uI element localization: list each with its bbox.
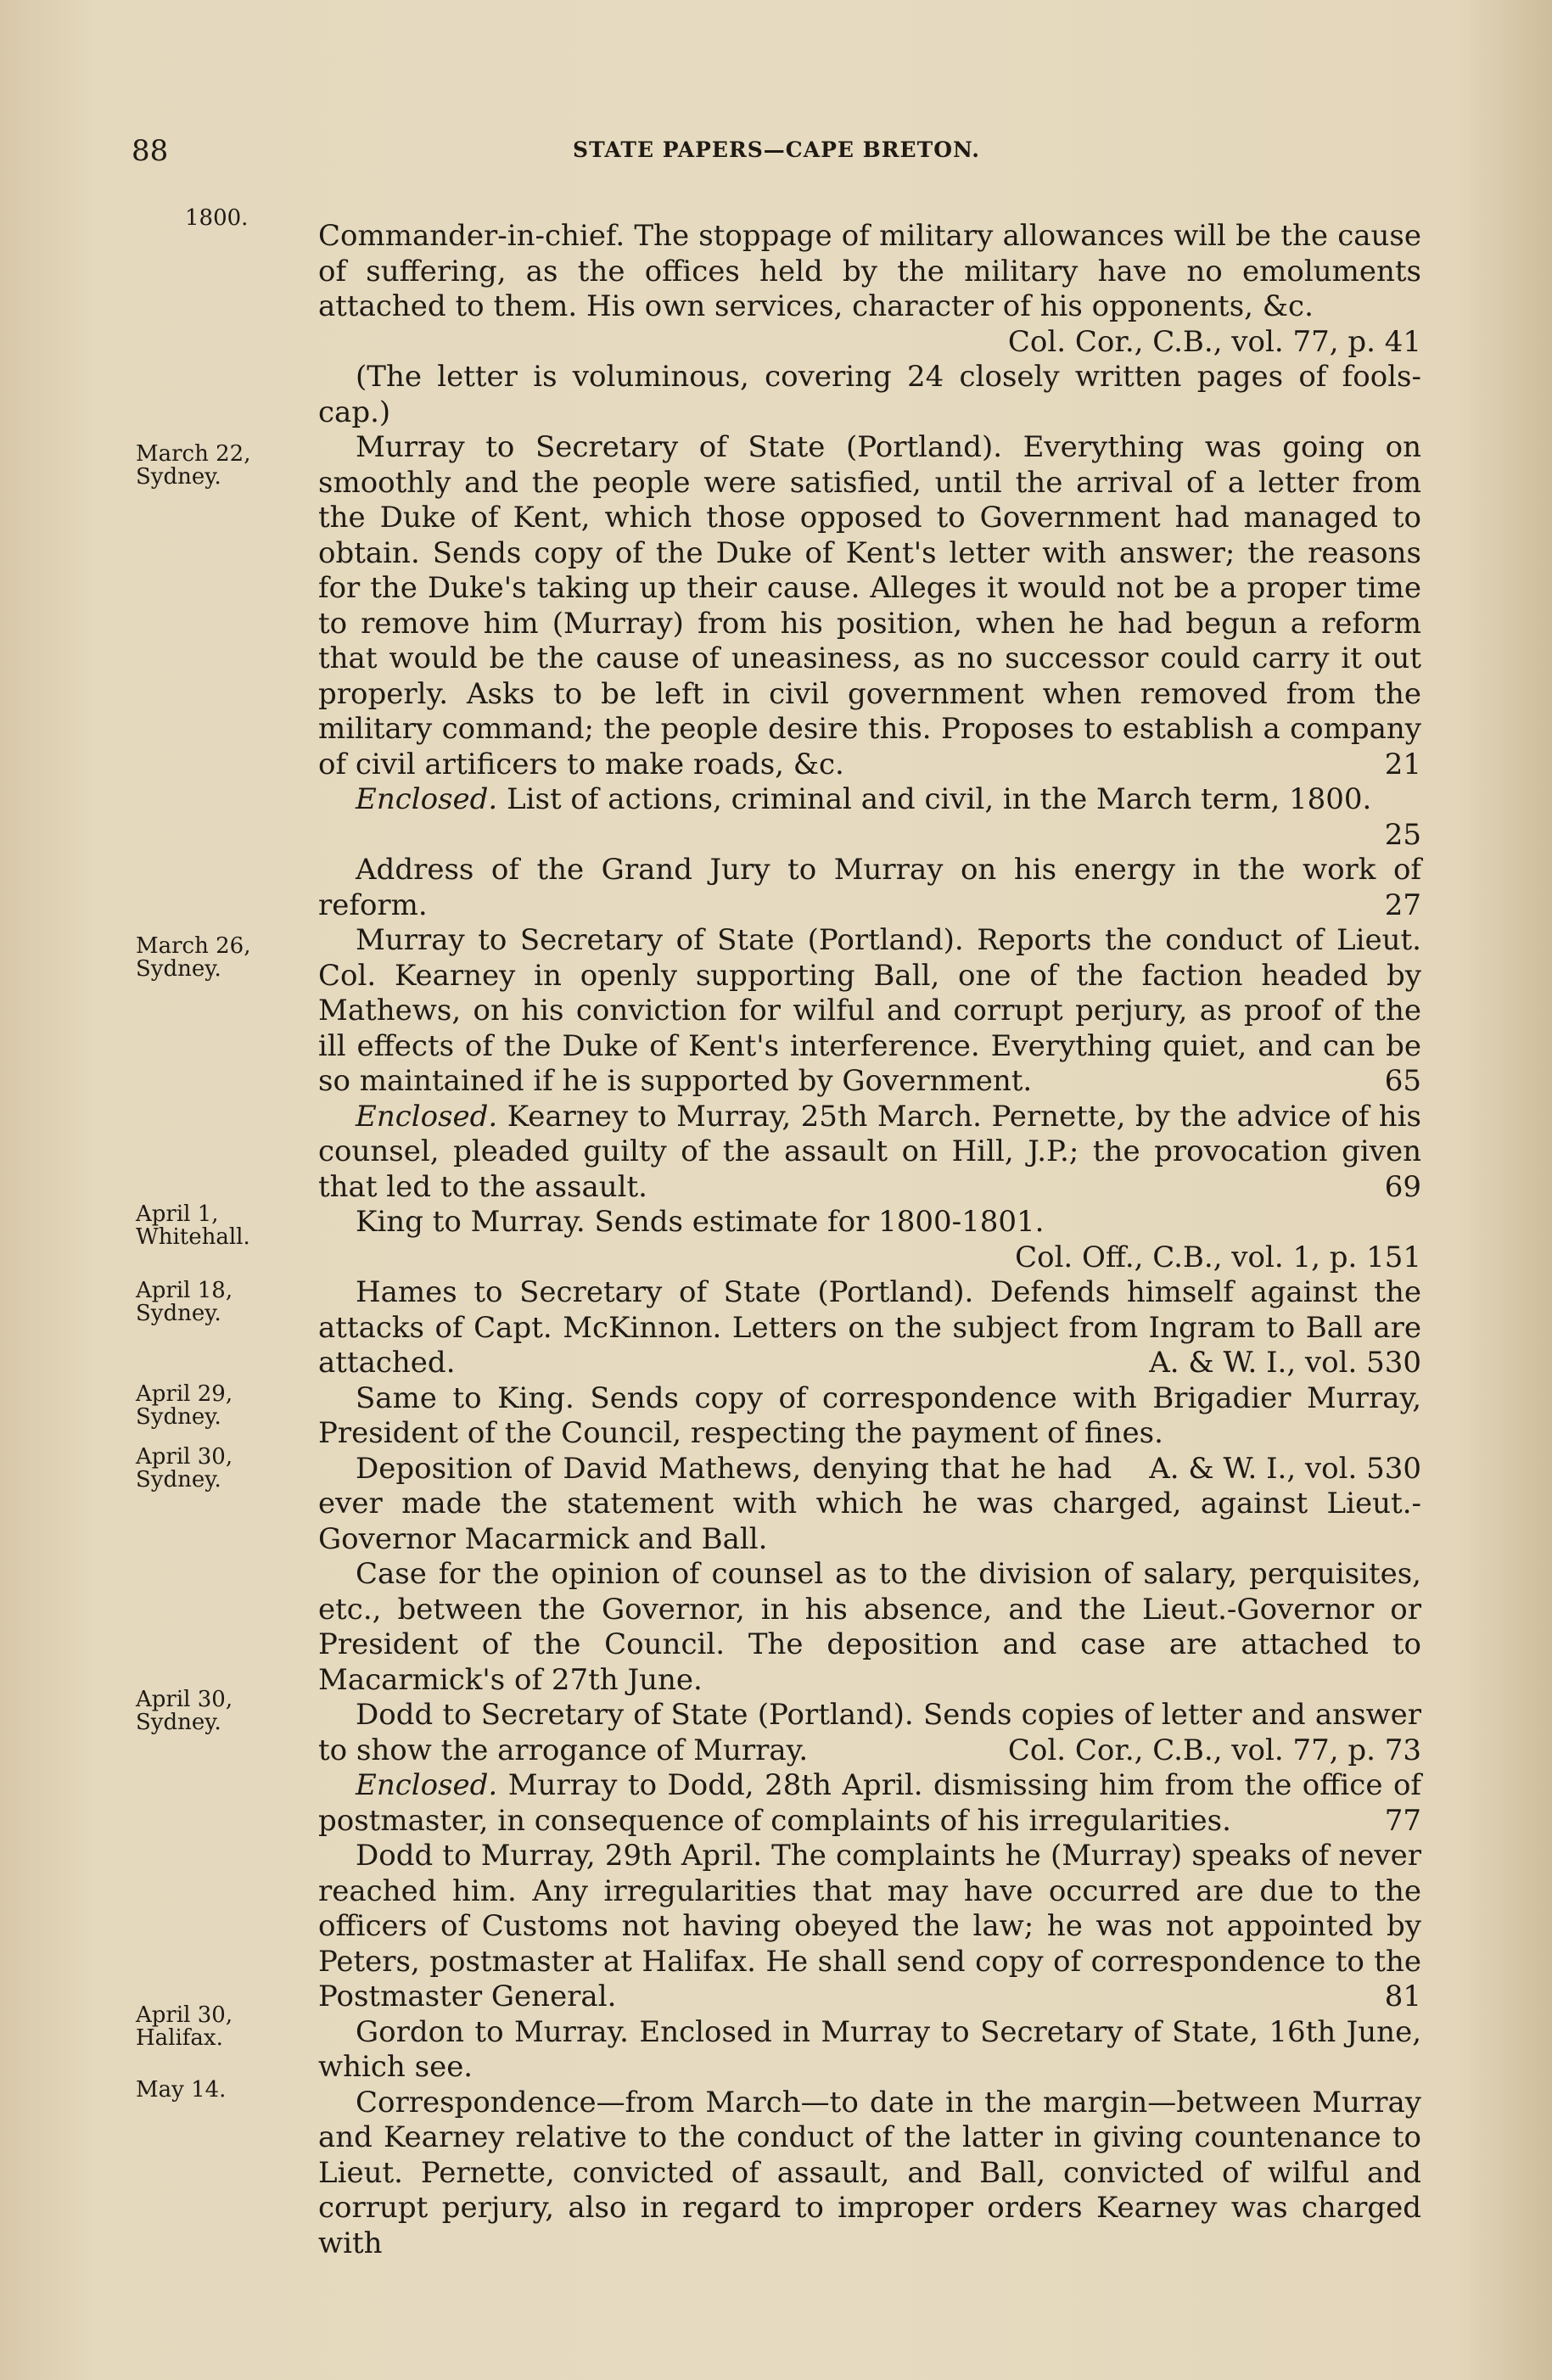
paragraph-case-counsel: Case for the opinion of counsel as to the division of salary, perquisites, etc., between the Governor, in his absence, and the Lieut.-Governor or President of the Council. The deposition and case are attached to Macarmick's of 27th June. [318,1557,1421,1697]
paragraph-correspondence: Correspondence—from March—to date in the margin—between Murray and Kearney relative to the conduct of the latter in giving countenance to Lieut. Pernette, convicted of assault, and Ball, convicted of wilful and corrupt perjury, also in regard to improper orders Kearney was charged with [318,2085,1421,2260]
source-reference: A. & W. I., vol. 530 [1149,1451,1421,1486]
margin-note-april-29: April 29, Sydney. [136,1381,233,1430]
paragraph-grand-jury-address: Address of the Grand Jury to Murray on his energy in the work of reform. 27 [318,853,1421,922]
source-reference: Col. Cor., C.B., vol. 77, p. 41 [1007,324,1421,359]
paragraph-dodd-to-secretary: Dodd to Secretary of State (Portland). Sends copies of letter and answer to show the arrogance of Murray. Col. Cor., C.B., vol. 77, p. 73 [318,1698,1421,1767]
paragraph-gordon-to-murray: Gordon to Murray. Enclosed in Murray to Secretary of State, 16th June, which see. [318,2014,1421,2084]
margin-note-april-18: April 18, Sydney. [136,1278,233,1326]
page-header [132,134,1421,168]
margin-note-may-14: May 14. [136,2077,227,2103]
paragraph-murray-march-26: Murray to Secretary of State (Portland). Reports the conduct of Lieut. Col. Kearney in openly supporting Ball, one of the faction headed by Mathews, on his conviction for wilful and corrupt perjury, as proof of the ill effects of the Duke of Kent's interference. Everything quiet, and can be so maintained if he is supported by Government. 65 [318,923,1421,1098]
paragraph-murray-march-22: Murray to Secretary of State (Portland). Everything was going on smoothly and the people were satisfied, until the arrival of a letter from the Duke of Kent, which those opposed to Government had managed to obtain. Sends copy of the Duke of Kent's letter with answer; the reasons for the Duke's taking up their cause. Alleges it would not be a proper time to remove him (Murray) from his position, when he had begun a reform that would be the cause of uneasiness, as no successor could carry it out properly. Asks to be left in civil government when removed from the military command; the people desire this. Proposes to establish a company of civil artificers to make roads, &c. 21 [318,430,1421,781]
paragraph-letter-note: (The letter is voluminous, covering 24 closely written pages of fools-cap.) [318,360,1421,429]
paragraph-enclosed-murray-dodd: Enclosed. Murray to Dodd, 28th April. dismissing him from the office of postmaster, in consequence of complaints of his irregularities. 77 [318,1768,1421,1838]
paragraph-king-to-murray: King to Murray. Sends estimate for 1800-1801. Col. Off., C.B., vol. 1, p. 151 [318,1205,1421,1275]
page-reference: 27 [1384,888,1421,922]
source-reference: Col. Cor., C.B., vol. 77, p. 73 [1007,1733,1421,1767]
page-reference: 25 [1384,817,1421,852]
margin-note-april-1: April 1, Whitehall. [136,1201,250,1250]
page-reference: 77 [1384,1803,1421,1838]
source-reference: A. & W. I., vol. 530 [1149,1346,1421,1380]
paragraph-deposition-mathews: Deposition of David Mathews, denying that he had ever made the statement with which he was charged, against Lieut.-Governor Macarmick and Ball. [318,1451,1421,1556]
page-number: 88 [132,134,169,168]
paragraph-enclosed-list-actions: Enclosed. List of actions, criminal and civil, in the March term, 1800. 25 [318,782,1421,853]
body-text [318,219,1421,2261]
page-reference: 81 [1384,1980,1421,2013]
margin-note-1800: 1800. [185,205,249,231]
margin-note-april-30-halifax: April 30, Halifax. [136,2002,233,2051]
paragraph-commander-in-chief: Commander-in-chief. The stoppage of military allowances will be the cause of suffering, as the offices held by the military have no emoluments attached to them. His own services, character of his opponents, &c. Col. Cor., C.B., vol. 77, p. 41 [318,219,1421,359]
margin-note-april-30-sydney-b: April 30, Sydney. [136,1687,233,1735]
paragraph-dodd-to-murray: Dodd to Murray, 29th April. The complaints he (Murray) speaks of never reached him. Any irregularities that may have occurred are due to the officers of Customs not having obeyed the law; he was not appointed by Peters, postmaster at Halifax. He shall send copy of correspondence to the Postmaster General. 81 [318,1839,1421,2013]
paragraph-hames: Hames to Secretary of State (Portland). Defends himself against the attacks of Capt. McKinnon. Letters on the subject from Ingram to Ball are attached. A. & W. I., vol. 530 [318,1275,1421,1380]
paragraph-same-to-king: Same to King. Sends copy of correspondence with Brigadier Murray, President of the Council, respecting the payment of fines. A. & W. I., vol. 530 [318,1380,1421,1486]
page-reference: 69 [1384,1169,1421,1204]
source-reference: Col. Off., C.B., vol. 1, p. 151 [1015,1240,1421,1274]
page-reference: 21 [1384,747,1421,781]
margin-note-march-26: March 26, Sydney. [136,933,251,982]
margin-note-march-22: March 22, Sydney. [136,441,251,490]
running-title: STATE PAPERS—CAPE BRETON. [573,137,980,162]
paragraph-enclosed-kearney: Enclosed. Kearney to Murray, 25th March. Pernette, by the advice of his counsel, pleaded guilty of the assault on Hill, J.P.; the provocation given that led to the assault. 69 [318,1099,1421,1204]
margin-note-april-30-sydney-a: April 30, Sydney. [136,1444,233,1492]
page-reference: 65 [1384,1064,1421,1098]
